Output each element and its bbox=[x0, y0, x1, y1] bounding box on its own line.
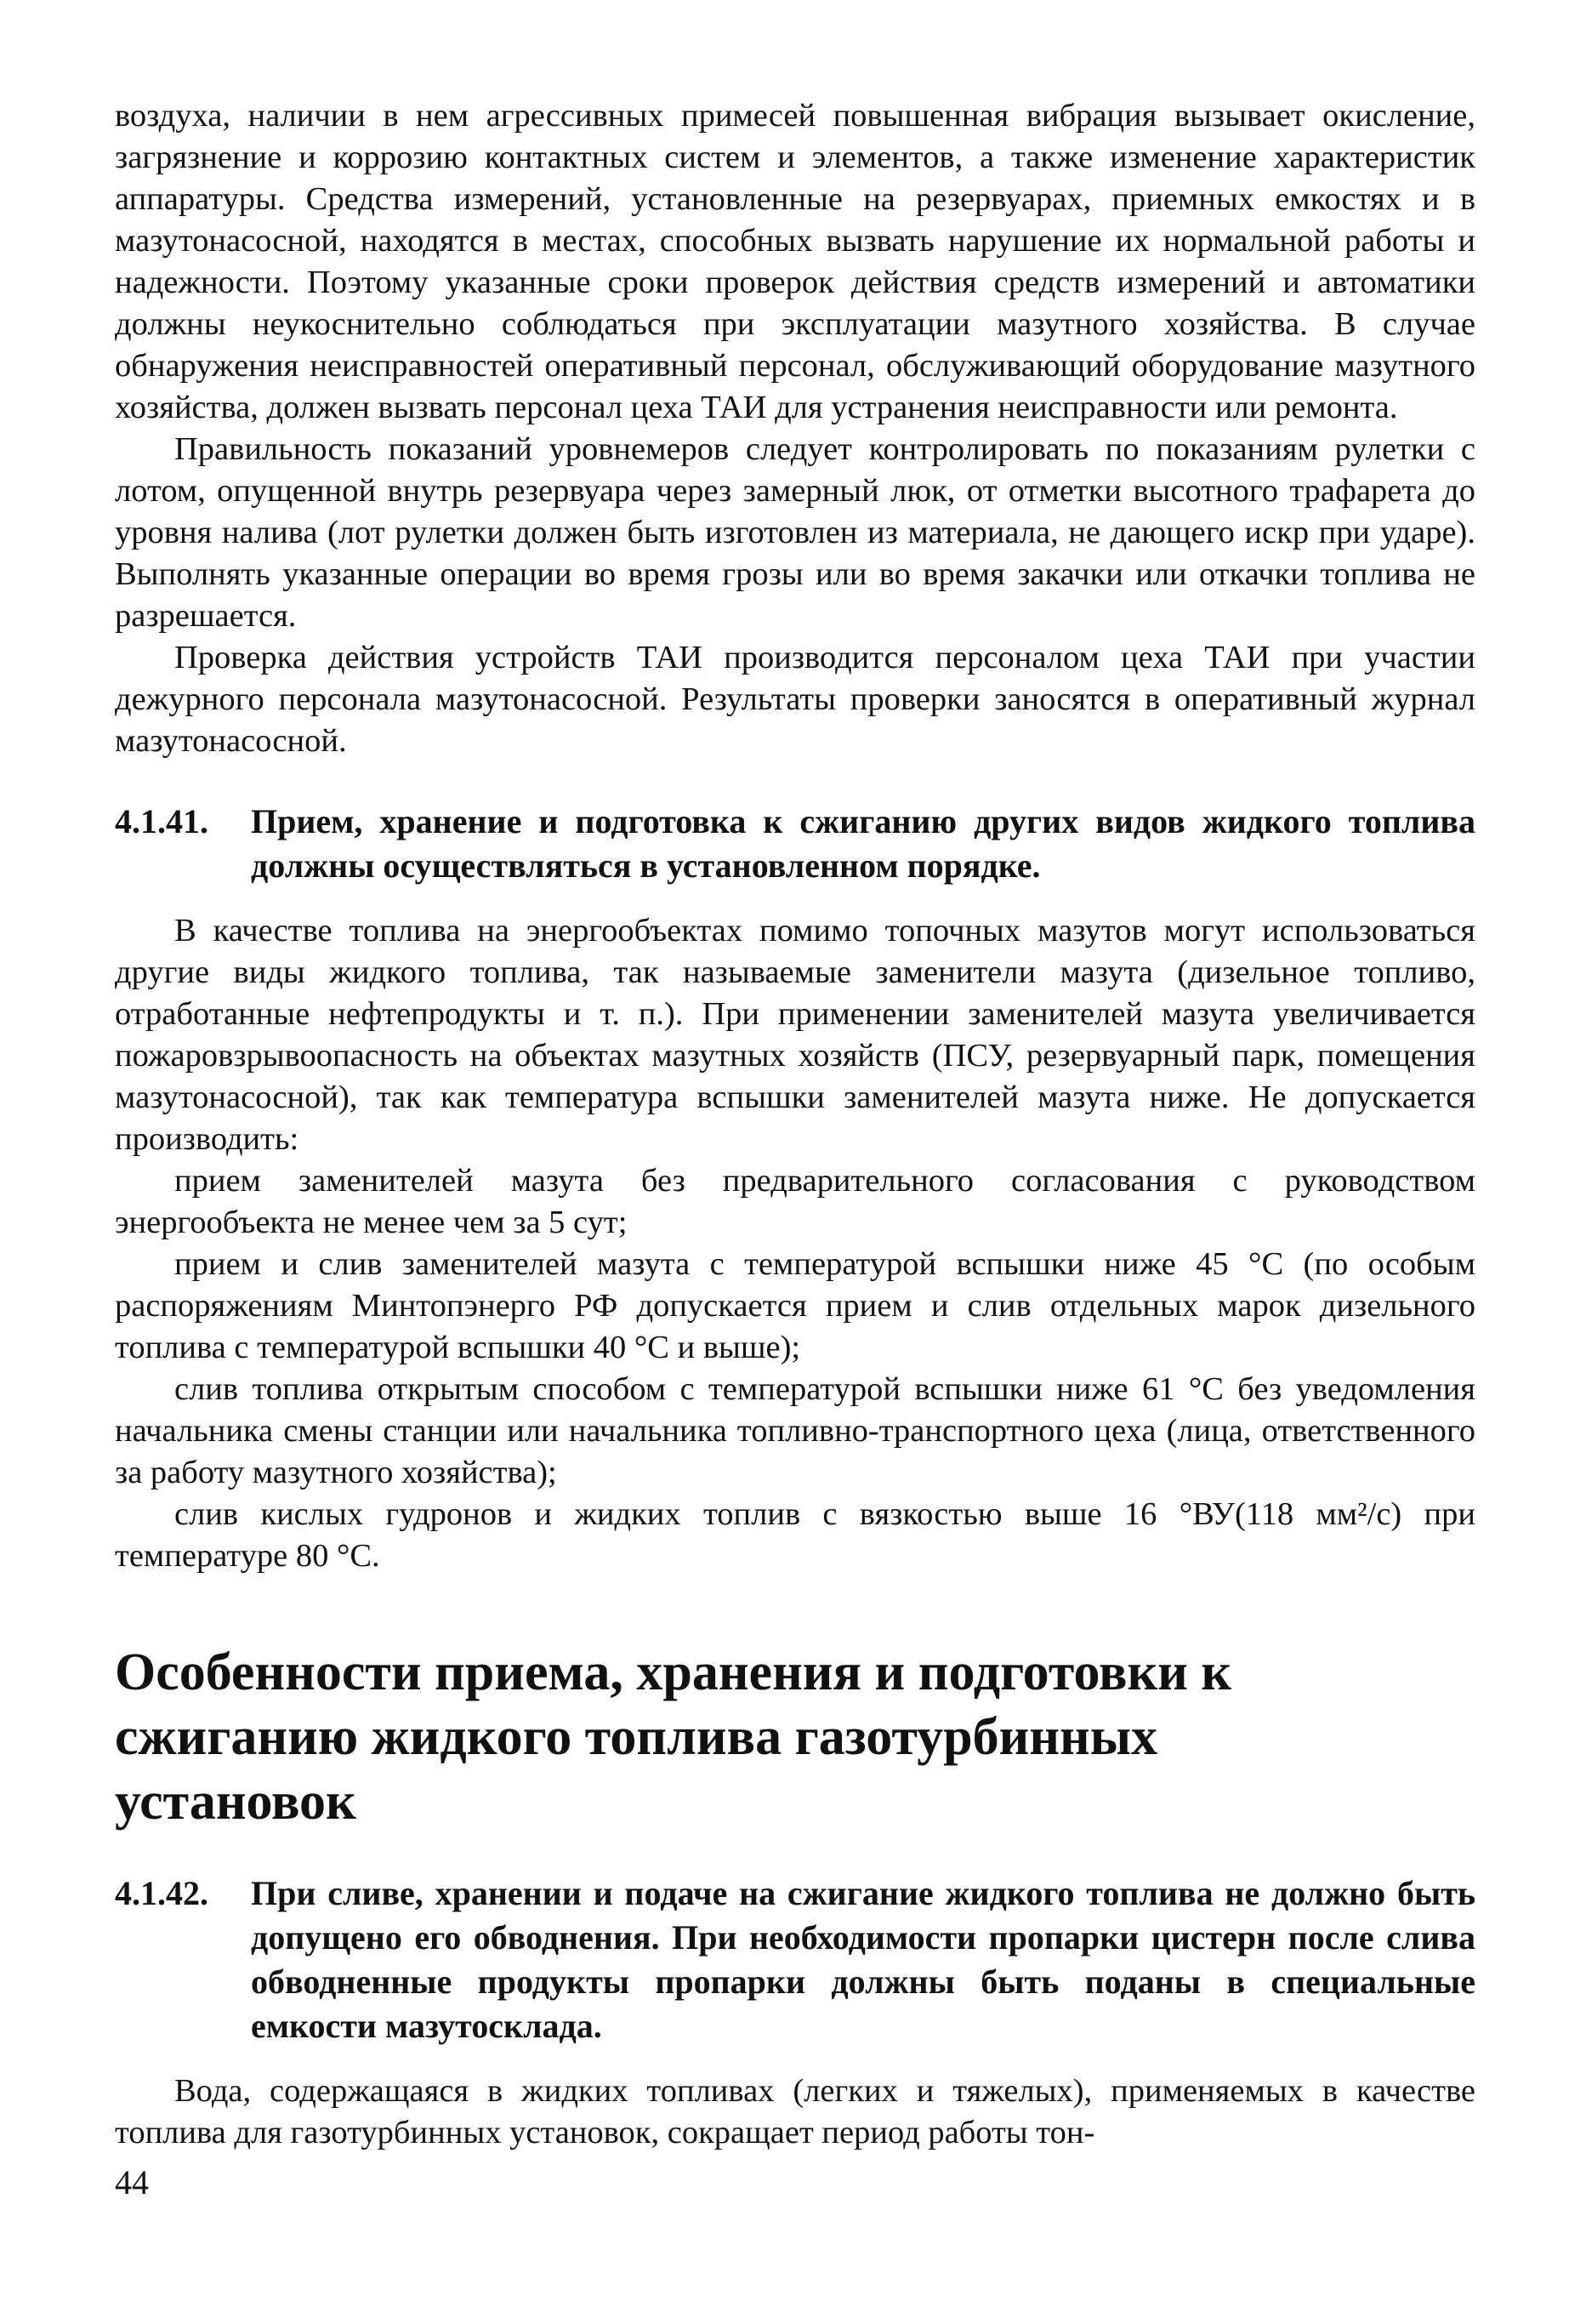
paragraph-tai-check: Проверка действия устройств ТАИ производится персоналом цеха ТАИ при участии дежурного персонала мазутонасосной. Результаты проверки заносятся в оперативный журнал мазутонасосной. bbox=[115, 640, 1475, 759]
page-number: 44 bbox=[115, 2163, 149, 2202]
paragraph-water-content: Вода, содержащаяся в жидких топливах (легких и тяжелых), применяемых в качестве топлива для газотурбинных установок, сокращает период работы тон- bbox=[115, 2073, 1475, 2150]
paragraph-fuel-substitutes: В качестве топлива на энергообъектах помимо топочных мазутов могут использоваться другие виды жидкого топлива, так называемые заменители мазута (дизельное топливо, отработанные нефтепродукты и т. п.). При применении заменителей мазута увеличивается пожаровзрывоопасность на объектах мазутных хозяйств (ПСУ, резервуарный парк, помещения мазутонасосной), так как температура вспышки заменителей мазута ниже. Не допускается производить: bbox=[115, 913, 1475, 1157]
paragraph-continuation: воздуха, наличии в нем агрессивных примесей повышенная вибрация вызывает окисление, загрязнение и коррозию контактных систем и элементов, а также изменение характеристик аппаратуры. Средства измерений, установленные на резервуарах, приемных емкостях и в мазутонасосной, находятся в местах, способных вызвать нарушение их нормальной работы и надежности. Поэтому указанные сроки проверок действия средств измерений и автоматики должны неукоснительно соблюдаться при эксплуатации мазутного хозяйства. В случае обнаружения неисправностей оперативный персонал, обслуживающий оборудование мазутного хозяйства, должен вызвать персонал цеха ТАИ для устранения неисправности или ремонта. bbox=[115, 98, 1475, 425]
clause-text: При сливе, хранении и подаче на сжигание жидкого топлива не должно быть допущено его обводнения. При необходимости пропарки цистерн после слива обводненные продукты пропарки должны быть поданы в специальные емкости мазутосклада. bbox=[251, 1874, 1475, 2045]
list-item-acceptance: прием заменителей мазута без предварительного согласования с руководством энергообъекта не менее чем за 5 сут; bbox=[115, 1163, 1475, 1240]
list-item-flash-point-45: прием и слив заменителей мазута с температурой вспышки ниже 45 °С (по особым распоряжениям Минтопэнерго РФ допускается прием и слив отдельных марок дизельного топлива с температурой вспышки 40 °С и выше); bbox=[115, 1246, 1475, 1365]
clause-number: 4.1.42. bbox=[115, 1874, 208, 1912]
paragraph-level-gauges: Правильность показаний уровнемеров следует контролировать по показаниям рулетки с лотом, опущенной внутрь резервуара через замерный люк, от отметки высотного трафарета до уровня налива (лот рулетки должен быть изготовлен из материала, не дающего искр при ударе). Выполнять указанные операции во время грозы или во время закачки или откачки топлива не разрешается. bbox=[115, 431, 1475, 634]
clause-4-1-41 bbox=[115, 800, 1475, 888]
list-item-acid-tar: слив кислых гудронов и жидких топлив с вязкостью выше 16 °ВУ(118 мм²/с) при температуре 80 °С. bbox=[115, 1496, 1475, 1574]
section-heading: Особенности приема, хранения и подготовки к сжиганию жидкого топлива газотурбинных установок bbox=[115, 1643, 1232, 1831]
page-content bbox=[115, 95, 1475, 2154]
list-item-open-drain: слив топлива открытым способом с температурой вспышки ниже 61 °С без уведомления начальника смены станции или начальника топливно-транспортного цеха (лица, ответственного за работу мазутного хозяйства); bbox=[115, 1371, 1475, 1490]
clause-number: 4.1.41. bbox=[115, 802, 208, 840]
clause-text: Прием, хранение и подготовка к сжиганию других видов жидкого топлива должны осуществляться в установленном порядке. bbox=[251, 802, 1475, 885]
clause-4-1-42 bbox=[115, 1871, 1475, 2048]
